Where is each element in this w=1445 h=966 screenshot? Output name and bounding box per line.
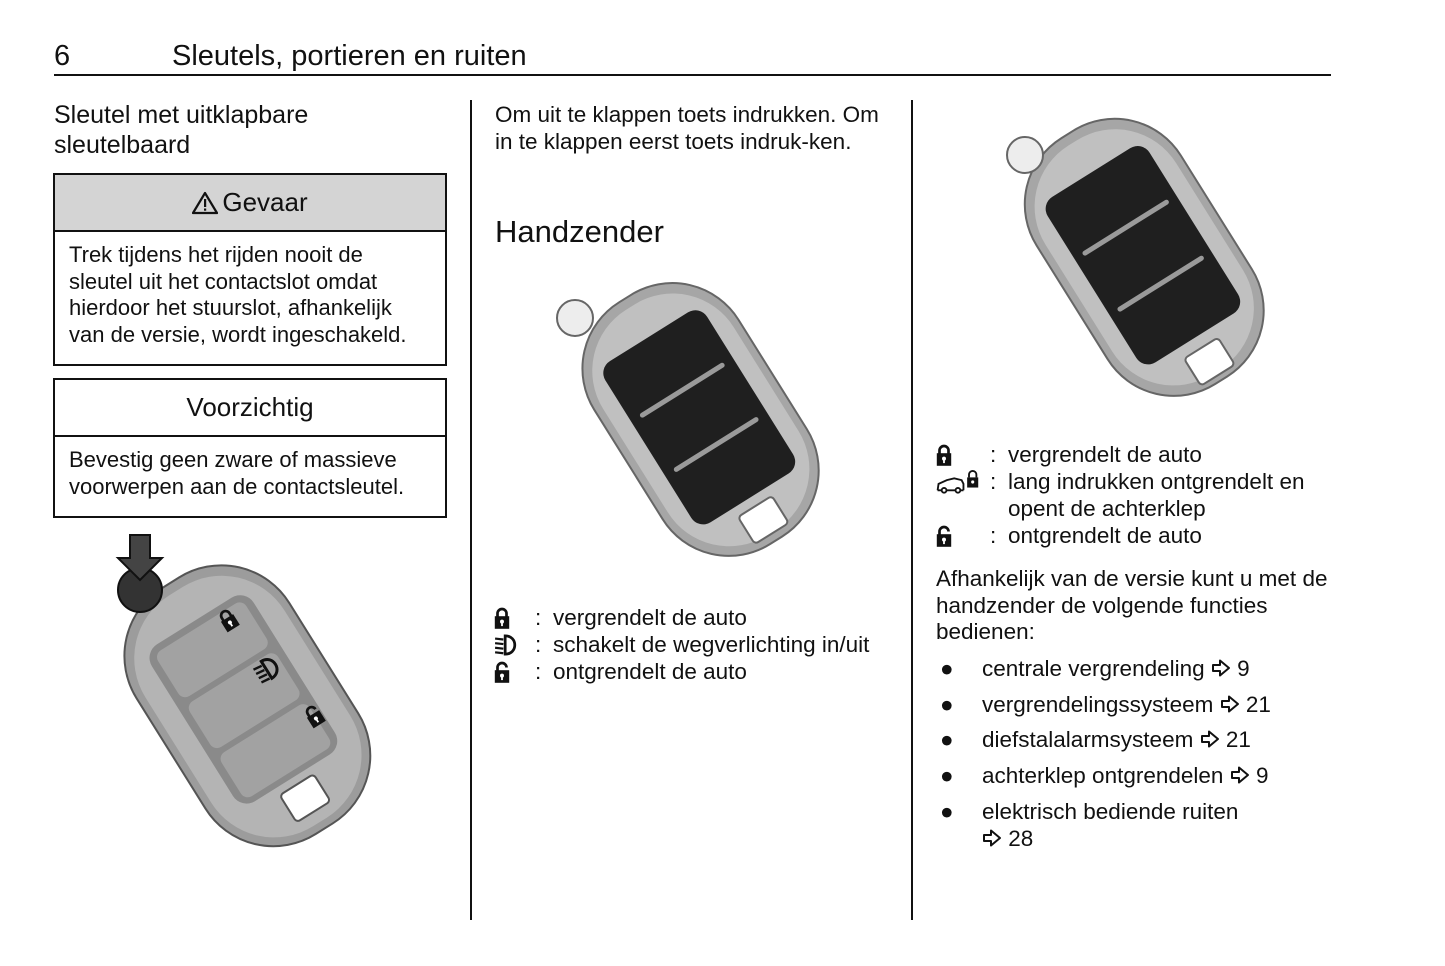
caution-box (53, 378, 447, 518)
list-item (936, 726, 1331, 753)
remote-tailgate-illustration (975, 105, 1305, 415)
warning-triangle-icon (192, 191, 218, 215)
legend-text: vergrendelt de auto (1008, 442, 1202, 467)
legend-text: lang indrukken ontgrendelt en opent de achterklep (1008, 469, 1305, 521)
headlight-icon (493, 634, 521, 656)
bullet: ● (940, 656, 954, 681)
legend-text: ontgrendelt de auto (1008, 523, 1202, 548)
danger-text: Trek tijdens het rijden nooit de sleutel uit het contactslot omdat hierdoor het stuurslot, afhankelijk van de versie, wordt ingeschakeld. (69, 242, 407, 347)
list-item (936, 762, 1331, 789)
page-reference[interactable]: 28 (1008, 825, 1034, 851)
cross-reference-arrow-icon[interactable] (1200, 730, 1220, 748)
function-label: achterklep ontgrendelen (982, 763, 1224, 789)
danger-box (53, 173, 447, 366)
legend-text: ontgrendelt de auto (553, 659, 747, 684)
page-number: 6 (54, 40, 71, 72)
legend-item (493, 631, 893, 658)
cross-reference-arrow-icon[interactable] (1220, 695, 1240, 713)
legend-text: schakelt de wegverlichting in/uit (553, 632, 870, 657)
unlock-icon (493, 660, 511, 684)
column-divider-2 (911, 100, 913, 920)
function-label: vergrendelingssysteem (982, 691, 1214, 717)
cross-reference-arrow-icon[interactable] (1211, 659, 1231, 677)
column-divider-1 (470, 100, 472, 920)
legend-item (935, 468, 1335, 522)
section-title: Sleutels, portieren en ruiten (172, 40, 527, 72)
legend-colon: : (535, 659, 542, 684)
section-heading: Sleutel met uitklapbare sleutelbaard (54, 101, 309, 159)
tailgate-icon (935, 470, 979, 494)
lock-icon (493, 606, 511, 630)
unlock-icon (935, 524, 953, 548)
page-reference[interactable]: 9 (1237, 656, 1250, 681)
remote-headlight-illustration (535, 270, 855, 570)
caution-text: Bevestig geen zware of massieve voorwerpen aan de contactsleutel. (69, 447, 405, 499)
bullet: ● (940, 727, 954, 753)
functions-intro: Afhankelijk van de versie kunt u met de handzender de volgende functies bedienen: (936, 566, 1328, 644)
fold-instruction: Om uit te klappen toets indrukken. Om in te klappen eerst toets indruk-ken. (495, 102, 879, 154)
legend-colon: : (990, 469, 997, 494)
page-reference[interactable]: 21 (1225, 727, 1251, 753)
function-label: centrale vergrendeling (982, 656, 1205, 681)
list-item (936, 655, 1331, 682)
header-rule (54, 74, 1331, 76)
bullet: ● (940, 763, 954, 789)
legend-colon: : (535, 632, 542, 657)
legend-item (935, 522, 1335, 549)
bullet: ● (940, 798, 954, 824)
page-reference[interactable]: 21 (1245, 691, 1271, 717)
legend-colon: : (535, 605, 542, 630)
function-label: elektrisch bediende ruiten (982, 798, 1239, 824)
caution-heading: Voorzichtig (55, 380, 445, 437)
legend-text: vergrendelt de auto (553, 605, 747, 630)
folded-key-illustration (90, 530, 420, 850)
function-label: diefstalalarmsysteem (982, 727, 1194, 753)
legend-col2 (493, 604, 893, 685)
page-reference[interactable]: 9 (1255, 763, 1269, 789)
list-item (936, 691, 1331, 718)
bullet: ● (940, 691, 954, 717)
cross-reference-arrow-icon[interactable] (982, 829, 1002, 847)
danger-heading (55, 175, 445, 232)
legend-colon: : (990, 442, 997, 467)
legend-col3 (935, 441, 1335, 549)
legend-item (493, 658, 893, 685)
danger-heading-label: Gevaar (222, 187, 308, 217)
legend-item (935, 441, 1335, 468)
handzender-heading: Handzender (495, 214, 664, 249)
legend-colon: : (990, 523, 997, 548)
cross-reference-arrow-icon[interactable] (1230, 766, 1250, 784)
legend-item (493, 604, 893, 631)
functions-list (936, 655, 1331, 860)
lock-icon (935, 443, 953, 467)
list-item (936, 798, 1331, 852)
